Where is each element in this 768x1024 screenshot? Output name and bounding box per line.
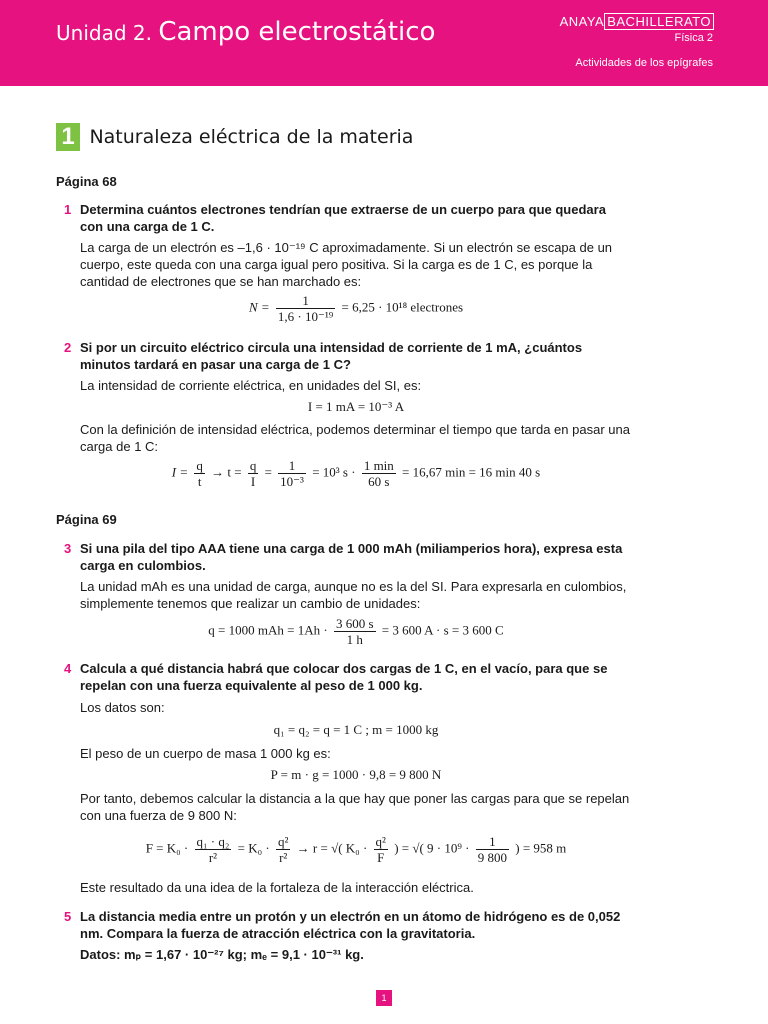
eq-result: = 6,25 · 10¹⁸ electrones	[341, 299, 464, 315]
question-number: 4	[64, 661, 72, 676]
answer-3-text: La unidad mAh es una unidad de carga, aunque no es la del SI. Para expresarla en culombios, simplemente tenemos que realizar un cambio de unidades:	[80, 579, 627, 611]
denominator: 60 s	[368, 474, 390, 489]
question-5	[64, 908, 632, 942]
answer-2-text-2: Con la definición de intensidad eléctrica, podemos determinar el tiempo que tarda en pasar una carga de 1 C:	[80, 422, 630, 454]
question-2	[64, 339, 632, 373]
page-header	[0, 0, 768, 86]
page-label-68: Página 68	[56, 174, 117, 189]
numerator: 1	[276, 293, 335, 309]
numerator: 1	[278, 458, 306, 474]
fraction	[362, 458, 396, 489]
fraction	[476, 834, 509, 865]
unit-name: Campo electrostático	[158, 17, 436, 47]
answer-1-text: La carga de un electrón es –1,6 · 10⁻¹⁹ C aproximadamente. Si un electrón se escapa de un cuerpo, este queda con una carga igual pero positiva. Si la carga es de 1 C, es porque la cantidad de electrones que se han marchado es:	[80, 240, 613, 289]
subject-label: Física 2	[674, 32, 713, 44]
section-heading	[56, 123, 413, 151]
denominator: r²	[208, 850, 218, 865]
brand-bachillerato: BACHILLERATO	[604, 13, 714, 30]
question-text: Determina cuántos electrones tendrían que extraerse de un cuerpo para que quedara con una carga de 1 C.	[80, 202, 606, 234]
eq-part: q = 1000 mAh = 1Ah ·	[208, 622, 328, 638]
answer-2-text-1: La intensidad de corriente eléctrica, en unidades del SI, es:	[80, 378, 422, 393]
section-title: Naturaleza eléctrica de la materia	[89, 126, 414, 148]
eq-result: ) = 958 m	[515, 840, 567, 856]
fraction	[276, 834, 290, 865]
numerator: q₁ · q₂	[196, 834, 230, 849]
denominator: 1 h	[346, 632, 363, 647]
denominator: 9 800	[477, 850, 508, 865]
answer-4-text-1: Los datos son:	[80, 700, 165, 715]
question-4	[64, 660, 632, 694]
equation-electrons	[80, 293, 632, 324]
denominator: 10⁻³	[280, 474, 304, 489]
fraction	[194, 458, 205, 489]
eq-part: = K₀ ·	[237, 840, 270, 856]
question-text: La distancia media entre un protón y un electrón en un átomo de hidrógeno es de 0,052 nm. Compara la fuerza de atracción eléctrica con la gravitatoria.	[80, 909, 621, 941]
eq-part: I =	[171, 464, 189, 480]
denominator: I	[250, 474, 256, 489]
denominator: 1,6 · 10⁻¹⁹	[277, 309, 334, 324]
section-number: 1	[56, 123, 80, 151]
equation-weight: P = m · g = 1000 · 9,8 = 9 800 N	[270, 767, 442, 782]
unit-title	[56, 17, 435, 47]
answer-4-text-2: El peso de un cuerpo de masa 1 000 kg es:	[80, 746, 331, 761]
equation-intensity: I = 1 mA = 10⁻³ A	[307, 399, 405, 414]
eq-part: = 10³ s ·	[312, 464, 356, 480]
denominator: F	[377, 850, 385, 865]
answer-4-text-3: Por tanto, debemos calcular la distancia a la que hay que poner las cargas para que se repelan con una fuerza de 9 800 N:	[80, 791, 630, 823]
numerator: q²	[375, 834, 386, 849]
eq-part: → r = √( K₀ ·	[296, 840, 368, 856]
eq-n: N =	[248, 299, 270, 315]
unit-prefix: Unidad 2.	[56, 21, 152, 45]
answer-4-text-4: Este resultado da una idea de la fortaleza de la interacción eléctrica.	[80, 880, 474, 895]
numerator: q	[249, 458, 257, 473]
fraction	[276, 293, 335, 324]
eq-part: =	[264, 464, 272, 480]
question-3	[64, 540, 632, 574]
equation-distance	[80, 834, 632, 865]
numerator: 1 min	[363, 458, 394, 473]
fraction	[278, 458, 306, 489]
section-label: Actividades de los epígrafes	[575, 57, 713, 69]
question-number: 1	[64, 202, 72, 217]
numerator: q	[196, 458, 203, 473]
page-number: 1	[376, 990, 392, 1006]
question-text: Calcula a qué distancia habrá que colocar dos cargas de 1 C, en el vacío, para que se repelan con una fuerza equivalente al peso de 1 000 kg.	[80, 661, 608, 693]
equation-data: q₁ = q₂ = q = 1 C ; m = 1000 kg	[273, 722, 439, 737]
question-number: 3	[64, 541, 72, 556]
question-number: 2	[64, 340, 72, 355]
publisher-logo	[560, 14, 714, 29]
eq-part: F = K₀ ·	[145, 840, 189, 856]
question-text: Si por un circuito eléctrico circula una intensidad de corriente de 1 mA, ¿cuántos minutos tardará en pasar una carga de 1 C?	[80, 340, 583, 372]
fraction	[374, 834, 388, 865]
page-label-69: Página 69	[56, 512, 117, 527]
question-1	[64, 201, 632, 235]
eq-part: ) = √( 9 · 10⁹ ·	[394, 840, 470, 856]
fraction	[334, 616, 376, 647]
question-text: Si una pila del tipo AAA tiene una carga de 1 000 mAh (miliamperios hora), expresa esta carga en culombios.	[80, 541, 623, 573]
equation-charge	[80, 616, 632, 647]
numerator: 1	[476, 834, 509, 850]
fraction	[248, 458, 259, 489]
numerator: q²	[278, 834, 289, 849]
numerator: 3 600 s	[335, 616, 374, 631]
question-number: 5	[64, 909, 72, 924]
eq-result: = 3 600 A · s = 3 600 C	[381, 622, 504, 638]
brand-anaya: ANAYA	[559, 14, 605, 29]
question-5-data: Datos: mₚ = 1,67 · 10⁻²⁷ kg; mₑ = 9,1 · 10⁻³¹ kg.	[80, 947, 364, 962]
eq-result: = 16,67 min = 16 min 40 s	[402, 464, 541, 480]
denominator: t	[197, 474, 202, 489]
fraction	[195, 834, 232, 865]
denominator: r²	[279, 850, 288, 865]
eq-part: → t =	[211, 464, 242, 480]
equation-time	[80, 458, 632, 489]
